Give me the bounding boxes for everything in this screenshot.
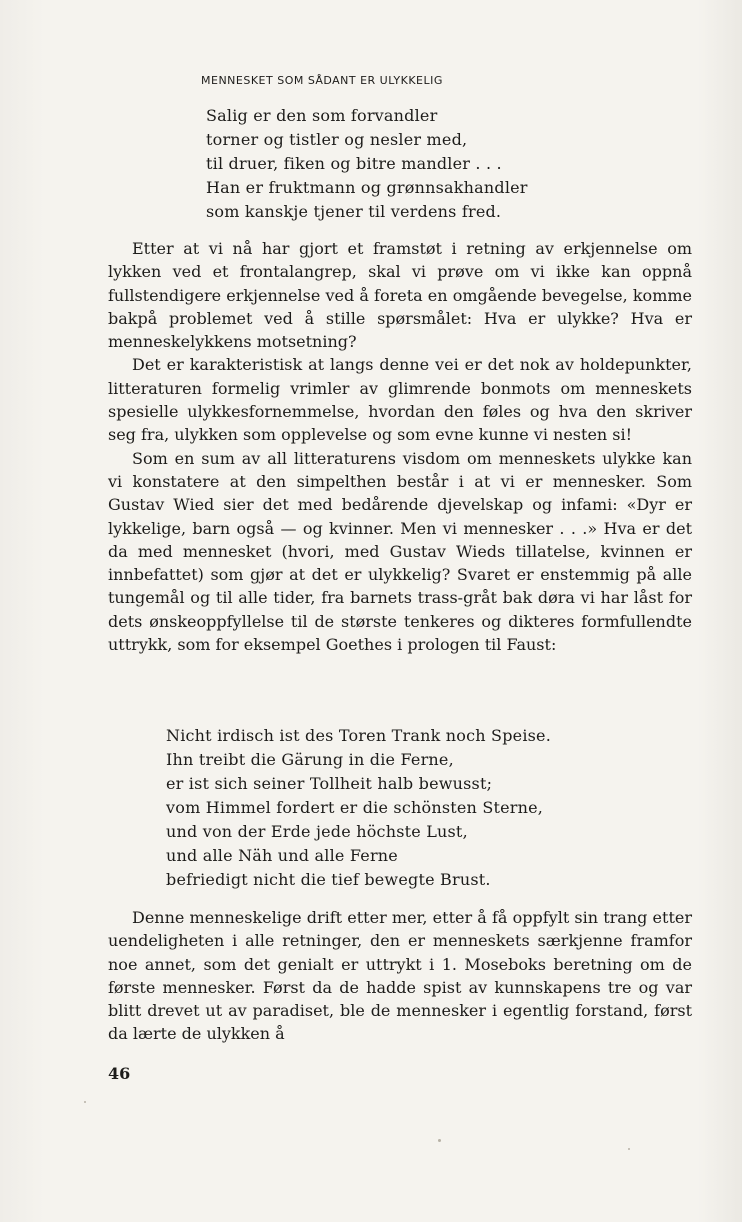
paragraph: Som en sum av all litteraturens visdom om menneskets ulykke kan vi konstatere at den simpelthen består i at vi er mennesker. Som Gustav Wied sier det med bedårende djevelskap og infami: «Dyr er lykkelige, barn også — og kvinner. Men vi mennesker . . .» Hva er det da med mennesket (hvori, med Gustav Wieds tillatelse, kvinnen er innbefattet) som gjør at det er ulykkelig? Svaret er enstemmig på alle tungemål og til alle tider, fra barnets trass-gråt bak døra vi har låst for dets ønskeoppfyllelse til de største tenkeres og dikteres formfullendte uttrykk, som for eksempel Goethes i prologen til Faust: [108,448,692,655]
verse-stanza-norwegian [206,104,528,224]
verse-line: vom Himmel fordert er die schönsten Sterne, [166,798,544,817]
paragraph: Etter at vi nå har gjort et framstøt i retning av erkjennelse om lykken ved et frontalangrep, skal vi prøve om vi ikke kan oppnå fullstendigere erkjennelse ved å foreta en omgående bevegelse, komme bakpå problemet ved å stille spørsmålet: Hva er ulykke? Hva er menneskelykkens motsetning? [108,239,692,352]
verse-line: Salig er den som forvandler [206,106,438,125]
paper-speck [438,1139,441,1142]
verse-quote-goethe [166,724,551,892]
verse-line: Nicht irdisch ist des Toren Trank noch Speise. [166,726,551,745]
verse-line: torner og tistler og nesler med, [206,130,468,149]
verse-line: Han er fruktmann og grønnsakhandler [206,178,528,197]
paper-speck [84,1101,86,1103]
paragraph: Det er karakteristisk at langs denne vei er det nok av holdepunkter, litteraturen formelig vrimler av glimrende bonmots om menneskets spesielle ulykkesfornemmelse, hvordan den føles og hva den skriver seg fra, ulykken som opplevelse og som evne kunne vi nesten si! [108,355,692,445]
body-text-section [108,237,692,656]
verse-line: til druer, fiken og bitre mandler . . . [206,154,502,173]
paragraph: Denne menneskelige drift etter mer, etter å få oppfylt sin trang etter uendeligheten i alle retninger, den er menneskets særkjenne framfor noe annet, som det genialt er uttrykt i 1. Moseboks beretning om de første mennesker. Først da de hadde spist av kunnskapens tre og var blitt drevet ut av paradiset, ble de mennesker i egentlig forstand, først da lærte de ulykken å [108,908,692,1044]
page-number: 46 [108,1064,131,1083]
verse-line: befriedigt nicht die tief bewegte Brust. [166,870,491,889]
verse-line: und von der Erde jede höchste Lust, [166,822,468,841]
verse-line: er ist sich seiner Tollheit halb bewusst; [166,774,493,793]
running-head: MENNESKET SOM SÅDANT ER ULYKKELIG [201,74,443,87]
verse-line: und alle Näh und alle Ferne [166,846,398,865]
verse-line: Ihn treibt die Gärung in die Ferne, [166,750,454,769]
verse-line: som kanskje tjener til verdens fred. [206,202,502,221]
body-text-section [108,906,692,1046]
paper-speck [628,1148,630,1150]
